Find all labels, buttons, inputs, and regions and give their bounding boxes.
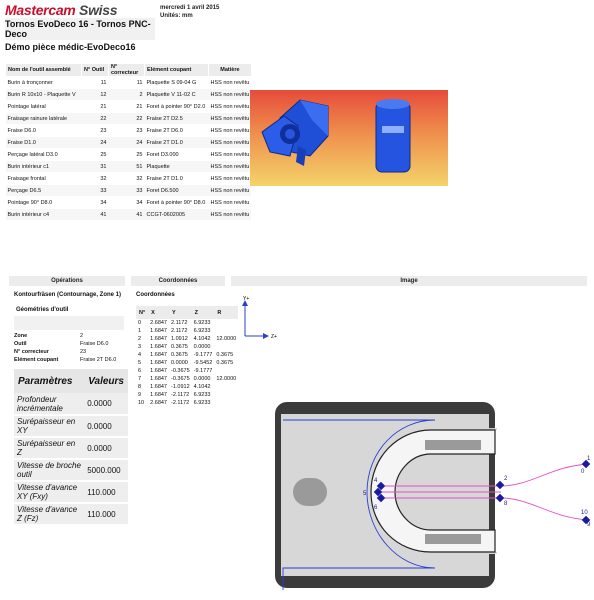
tool-material-cell: HSS non revêtu bbox=[209, 77, 252, 89]
point-label-4: 4 bbox=[374, 478, 378, 484]
params-col-value: Valeurs bbox=[84, 369, 128, 393]
tool-number-cell: 33 bbox=[82, 185, 109, 197]
coord-row bbox=[136, 319, 238, 327]
param-row bbox=[14, 503, 128, 525]
param-label: Surépaisseur en XY bbox=[14, 415, 84, 437]
part-iso-view bbox=[262, 100, 328, 166]
tool-name-cell: Burin intérieur c4 bbox=[6, 209, 82, 221]
coord-z-cell: 0.0000 bbox=[193, 376, 211, 382]
coord-y-cell: 0.0000 bbox=[171, 360, 188, 366]
coord-x-cell: 1.6847 bbox=[150, 328, 167, 334]
coord-y-cell: -2.1172 bbox=[171, 400, 190, 406]
tool-cutting-element-cell: Fraise 2T D6.0 bbox=[145, 125, 209, 137]
operation-field-row bbox=[14, 348, 116, 356]
param-label: Vitesse d'avance Z (Fz) bbox=[14, 503, 84, 525]
coord-x-cell: 1.6847 bbox=[150, 344, 167, 350]
col-tool-name: Nom de l'outil assemblé bbox=[6, 64, 82, 77]
tool-number-cell: 32 bbox=[82, 173, 109, 185]
coord-row bbox=[136, 399, 238, 407]
coord-z-cell: 6.9233 bbox=[193, 400, 211, 406]
part-section bbox=[275, 402, 497, 588]
param-row bbox=[14, 481, 128, 503]
tool-cutting-element-cell: CCGT-0602005 bbox=[145, 209, 209, 221]
tool-material-cell: HSS non revêtu bbox=[209, 125, 252, 137]
coord-x-cell: 1.6847 bbox=[150, 376, 167, 382]
coord-row bbox=[136, 367, 238, 375]
param-row bbox=[14, 415, 128, 437]
coord-y-cell: 0.3675 bbox=[171, 352, 188, 358]
toolpath-point-2 bbox=[496, 481, 504, 489]
tool-number-cell: 31 bbox=[82, 161, 109, 173]
tool-corrector-cell: 11 bbox=[109, 77, 145, 89]
coord-z-cell: 0.0000 bbox=[193, 344, 211, 350]
coord-row bbox=[136, 343, 238, 351]
param-label: Vitesse d'avance XY (Fxy) bbox=[14, 481, 84, 503]
param-row bbox=[14, 437, 128, 459]
coord-n-cell: 6 bbox=[138, 368, 142, 374]
coords-col-y: Y bbox=[169, 306, 192, 319]
operation-field-value: Fraise D6.0 bbox=[80, 341, 109, 347]
coords-col-r: R bbox=[214, 306, 238, 319]
operation-field-row bbox=[14, 332, 116, 340]
tool-material-cell: HSS non revêtu bbox=[209, 161, 252, 173]
coord-y-cell: -2.1172 bbox=[171, 392, 190, 398]
tool-name-cell: Pointage 90° D8.0 bbox=[6, 197, 82, 209]
point-label-0: 0 bbox=[581, 469, 585, 475]
tool-name-cell: Perçage latéral D3.0 bbox=[6, 149, 82, 161]
coord-row bbox=[136, 375, 238, 383]
params-header-row bbox=[14, 369, 128, 393]
units-label: Unités: mm bbox=[160, 13, 193, 19]
coord-x-cell: 1.6847 bbox=[150, 368, 167, 374]
section-operations: Opérations bbox=[9, 276, 125, 286]
coord-r-cell: 12.0000 bbox=[216, 336, 237, 342]
tool-row bbox=[6, 161, 252, 173]
tool-row bbox=[6, 89, 252, 101]
toolpath-point-8 bbox=[496, 494, 504, 502]
geometry-title: Géométries d'outil bbox=[16, 307, 69, 313]
tool-row bbox=[6, 149, 252, 161]
coord-r-cell: 0.3675 bbox=[216, 360, 234, 366]
coord-n-cell: 0 bbox=[138, 320, 142, 326]
tool-number-cell: 34 bbox=[82, 197, 109, 209]
tool-material-cell: HSS non revêtu bbox=[209, 173, 252, 185]
tool-material-cell: HSS non revêtu bbox=[209, 137, 252, 149]
coords-col-x: X bbox=[148, 306, 169, 319]
tool-corrector-cell: 51 bbox=[109, 161, 145, 173]
report-date: mercredi 1 avril 2015 bbox=[160, 5, 220, 11]
params-col-name: Paramètres bbox=[14, 369, 84, 393]
tool-row bbox=[6, 173, 252, 185]
coord-x-cell: 1.6847 bbox=[150, 384, 167, 390]
coord-row bbox=[136, 327, 238, 335]
tool-corrector-cell: 34 bbox=[109, 197, 145, 209]
operation-field-label: Zone bbox=[14, 333, 28, 339]
tool-cutting-element-cell: Plaquette S 09-04 G bbox=[145, 77, 209, 89]
axis-y-label: Y+ bbox=[243, 296, 250, 302]
param-label: Vitesse de broche outil bbox=[14, 459, 84, 481]
tool-name-cell: Fraisage frontal bbox=[6, 173, 82, 185]
coord-y-cell: 2.1172 bbox=[171, 328, 188, 334]
param-label: Profondeur incrémentale bbox=[14, 393, 84, 415]
center-bore bbox=[293, 478, 327, 506]
tool-cutting-element-cell: Fraise 2T D1.0 bbox=[145, 137, 209, 149]
tool-material-cell: HSS non revêtu bbox=[209, 149, 252, 161]
tool-row bbox=[6, 209, 252, 221]
toolpath-drawing bbox=[231, 290, 594, 600]
operation-name: Kontourfräsen (Contournage, Zone 1) bbox=[14, 292, 121, 298]
coord-x-cell: 1.6847 bbox=[150, 336, 167, 342]
operation-field-row bbox=[14, 340, 116, 348]
operation-field-label: Outil bbox=[14, 341, 27, 347]
point-label-10: 10 bbox=[581, 510, 588, 516]
point-label-6: 6 bbox=[374, 505, 378, 511]
tool-number-cell: 22 bbox=[82, 113, 109, 125]
coord-y-cell: 1.0912 bbox=[171, 336, 188, 342]
coords-col-z: Z bbox=[192, 306, 215, 319]
param-row bbox=[14, 459, 128, 481]
operation-field-row bbox=[14, 356, 116, 364]
coord-z-cell: 4.1042 bbox=[193, 384, 211, 390]
tool-row bbox=[6, 137, 252, 149]
tool-cutting-element-cell: Fraise 2T D1.0 bbox=[145, 173, 209, 185]
coord-row bbox=[136, 335, 238, 343]
tool-material-cell: HSS non revêtu bbox=[209, 185, 252, 197]
coord-y-cell: 2.1172 bbox=[171, 320, 188, 326]
tool-number-cell: 12 bbox=[82, 89, 109, 101]
coord-n-cell: 9 bbox=[138, 392, 142, 398]
param-value: 110.000 bbox=[84, 481, 128, 503]
tool-material-cell: HSS non revêtu bbox=[209, 197, 252, 209]
axis-indicator bbox=[242, 296, 277, 340]
tool-number-cell: 25 bbox=[82, 149, 109, 161]
date-units-block bbox=[160, 4, 219, 20]
mastercam-logo bbox=[5, 2, 117, 18]
groove-top bbox=[425, 440, 481, 450]
tool-number-cell: 41 bbox=[82, 209, 109, 221]
tool-cutting-element-cell: Fraise 2T D2.5 bbox=[145, 113, 209, 125]
coord-r-cell: 12.0000 bbox=[216, 376, 237, 382]
point-label-9: 9 bbox=[587, 522, 591, 528]
tool-corrector-cell: 33 bbox=[109, 185, 145, 197]
tool-name-cell: Burin intérieur c1 bbox=[6, 161, 82, 173]
tool-number-cell: 11 bbox=[82, 77, 109, 89]
tool-cutting-element-cell: Foret D6.500 bbox=[145, 185, 209, 197]
coord-y-cell: -0.3675 bbox=[171, 368, 190, 374]
point-label-1: 1 bbox=[587, 456, 591, 462]
coord-z-cell: -9.5452 bbox=[193, 360, 213, 366]
tools-header-row bbox=[6, 64, 252, 77]
axis-z-label: Z+ bbox=[271, 334, 277, 340]
coord-x-cell: 2.6847 bbox=[150, 400, 167, 406]
coord-r-cell: 0.3675 bbox=[216, 352, 234, 358]
operation-field-value: 2 bbox=[80, 333, 84, 339]
coord-z-cell: 4.1042 bbox=[193, 336, 211, 342]
tool-name-cell: Perçage D6.5 bbox=[6, 185, 82, 197]
tool-name-cell: Fraise D6.0 bbox=[6, 125, 82, 137]
point-label-5: 5 bbox=[363, 491, 367, 497]
tool-material-cell: HSS non revêtu bbox=[209, 209, 252, 221]
param-value: 110.000 bbox=[84, 503, 128, 525]
coord-x-cell: 1.6847 bbox=[150, 392, 167, 398]
operation-field-value: Fraise 2T D6.0 bbox=[80, 357, 117, 363]
part-3d-render bbox=[250, 90, 448, 186]
col-corrector: N° correcteur bbox=[109, 64, 145, 77]
tool-corrector-cell: 2 bbox=[109, 89, 145, 101]
coord-y-cell: -1.0912 bbox=[171, 384, 190, 390]
point-label-2: 2 bbox=[504, 476, 508, 482]
coord-row bbox=[136, 383, 238, 391]
coord-n-cell: 2 bbox=[138, 336, 142, 342]
tool-row bbox=[6, 185, 252, 197]
section-image: Image bbox=[231, 276, 587, 286]
coord-z-cell: -9.1777 bbox=[193, 368, 213, 374]
param-row bbox=[14, 393, 128, 415]
parameters-table bbox=[14, 369, 128, 526]
tool-number-cell: 23 bbox=[82, 125, 109, 137]
operation-field-label: N° correcteur bbox=[14, 349, 49, 355]
coords-header-row bbox=[136, 306, 238, 319]
tool-corrector-cell: 21 bbox=[109, 101, 145, 113]
tool-name-cell: Pointage latéral bbox=[6, 101, 82, 113]
tool-row bbox=[6, 113, 252, 125]
part-side-view bbox=[376, 99, 410, 172]
coord-n-cell: 3 bbox=[138, 344, 142, 350]
tool-material-cell: HSS non revêtu bbox=[209, 113, 252, 125]
coord-z-cell: 6.9233 bbox=[193, 392, 211, 398]
coord-n-cell: 5 bbox=[138, 360, 142, 366]
geometry-header-bar bbox=[14, 316, 124, 330]
coordinates-table bbox=[136, 306, 238, 407]
operation-field-label: Elément coupant bbox=[14, 357, 59, 363]
tool-name-cell: Burin à tronçonner bbox=[6, 77, 82, 89]
tool-number-cell: 24 bbox=[82, 137, 109, 149]
tool-row bbox=[6, 197, 252, 209]
tool-cutting-element-cell: Plaquette bbox=[145, 161, 209, 173]
coords-title: Coordonnées bbox=[136, 292, 175, 298]
param-value: 0.0000 bbox=[84, 393, 128, 415]
coord-z-cell: -9.1777 bbox=[193, 352, 213, 358]
coord-z-cell: 6.9233 bbox=[193, 328, 211, 334]
col-material: Matière bbox=[209, 64, 252, 77]
tool-name-cell: Fraisage rainure latérale bbox=[6, 113, 82, 125]
tool-cutting-element-cell: Plaquette V 11-02 C bbox=[145, 89, 209, 101]
coord-x-cell: 1.6847 bbox=[150, 360, 167, 366]
coord-n-cell: 1 bbox=[138, 328, 142, 334]
part-render-svg bbox=[250, 90, 448, 186]
tool-cutting-element-cell: Foret à pointer 90° D8.0 bbox=[145, 197, 209, 209]
tool-cutting-element-cell: Foret D3.000 bbox=[145, 149, 209, 161]
coord-y-cell: -0.3675 bbox=[171, 376, 190, 382]
tool-number-cell: 21 bbox=[82, 101, 109, 113]
groove-bottom bbox=[425, 534, 481, 544]
tool-corrector-cell: 41 bbox=[109, 209, 145, 221]
point-label-8: 8 bbox=[504, 501, 508, 507]
coord-row bbox=[136, 391, 238, 399]
coord-row bbox=[136, 351, 238, 359]
section-coordinates: Coordonnées bbox=[131, 276, 225, 286]
coord-n-cell: 8 bbox=[138, 384, 142, 390]
col-cutting-element: Elément coupant bbox=[145, 64, 209, 77]
param-value: 0.0000 bbox=[84, 437, 128, 459]
tool-corrector-cell: 32 bbox=[109, 173, 145, 185]
tool-corrector-cell: 23 bbox=[109, 125, 145, 137]
tool-material-cell: HSS non revêtu bbox=[209, 101, 252, 113]
tool-row bbox=[6, 77, 252, 89]
param-label: Surépaisseur en Z bbox=[14, 437, 84, 459]
tool-corrector-cell: 25 bbox=[109, 149, 145, 161]
operation-field-value: 23 bbox=[80, 349, 87, 355]
coord-x-cell: 2.6847 bbox=[150, 320, 167, 326]
col-tool-number: N° Outil bbox=[82, 64, 109, 77]
page-title: Démo pièce médic-EvoDeco16 bbox=[5, 42, 136, 52]
coord-n-cell: 10 bbox=[138, 400, 145, 406]
coord-row bbox=[136, 359, 238, 367]
logo-sub: Swiss bbox=[79, 2, 118, 18]
coord-n-cell: 7 bbox=[138, 376, 142, 382]
coord-z-cell: 6.9233 bbox=[193, 320, 211, 326]
tool-row bbox=[6, 101, 252, 113]
logo-main: Mastercam bbox=[5, 2, 76, 18]
machine-name: Tornos EvoDeco 16 - Tornos PNC-Deco bbox=[5, 18, 155, 40]
coords-col-n: N° bbox=[136, 306, 148, 319]
param-value: 5000.000 bbox=[84, 459, 128, 481]
coord-y-cell: 0.3675 bbox=[171, 344, 188, 350]
tool-row bbox=[6, 125, 252, 137]
tools-table bbox=[5, 63, 252, 221]
coord-n-cell: 4 bbox=[138, 352, 142, 358]
coord-x-cell: 1.6847 bbox=[150, 352, 167, 358]
tool-corrector-cell: 24 bbox=[109, 137, 145, 149]
tool-corrector-cell: 22 bbox=[109, 113, 145, 125]
param-value: 0.0000 bbox=[84, 415, 128, 437]
tool-name-cell: Fraise D1.0 bbox=[6, 137, 82, 149]
operation-fields bbox=[14, 332, 116, 364]
tool-cutting-element-cell: Foret à pointer 90° D2.0 bbox=[145, 101, 209, 113]
tool-material-cell: HSS non revêtu bbox=[209, 89, 252, 101]
tool-name-cell: Burin R 10x10 - Plaquette V bbox=[6, 89, 82, 101]
